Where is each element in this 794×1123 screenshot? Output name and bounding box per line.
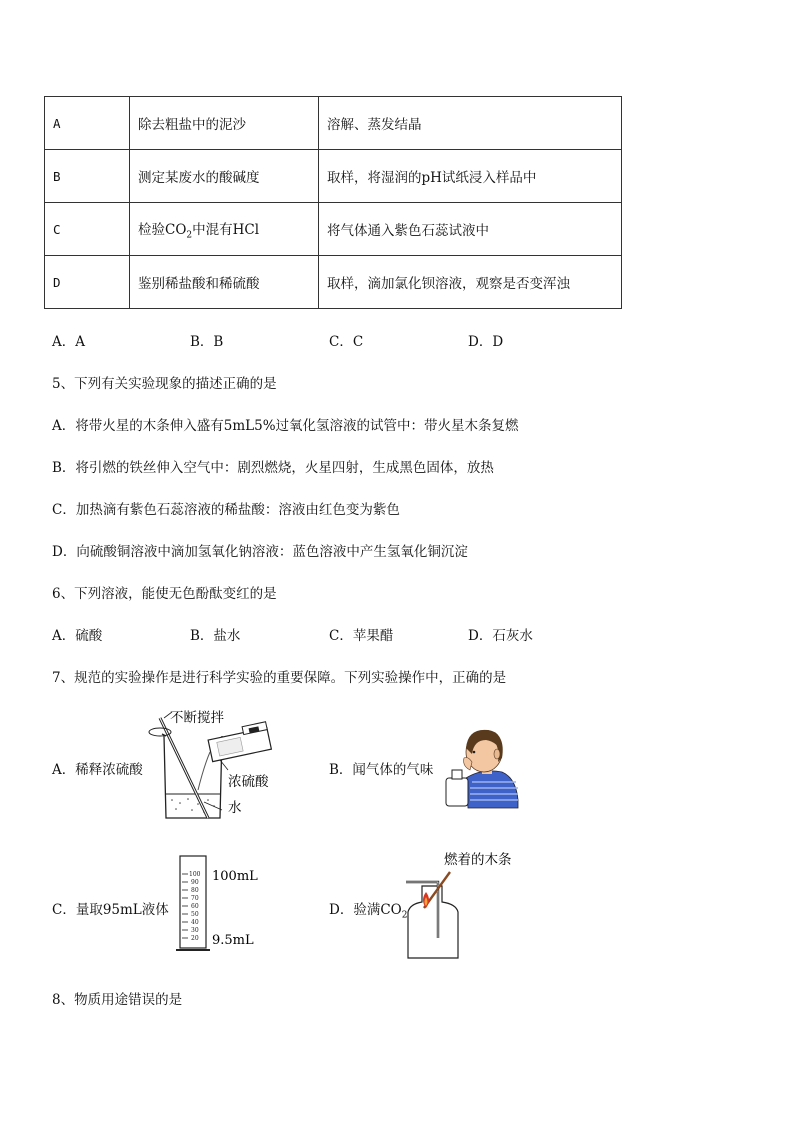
row-purpose: 测定某废水的酸碱度 bbox=[130, 150, 319, 203]
purpose-pre: 检验CO bbox=[138, 221, 187, 238]
dilute-acid-figure bbox=[148, 706, 308, 826]
row-purpose: 鉴别稀盐酸和稀硫酸 bbox=[130, 256, 319, 309]
q6-option-c[interactable]: C．苹果醋 bbox=[329, 628, 394, 644]
q6-option-d[interactable]: D．石灰水 bbox=[468, 628, 533, 644]
question-6-stem: 6、下列溶液，能使无色酚酞变红的是 bbox=[52, 586, 277, 602]
water-label: 水 bbox=[228, 800, 242, 816]
q5-option-a[interactable]: A．将带火星的木条伸入盛有5mL5%过氧化氢溶液的试管中：带火星木条复燃 bbox=[52, 418, 519, 434]
co2-verification-figure bbox=[401, 846, 524, 964]
row-label: C bbox=[45, 203, 130, 256]
q7-option-b-label[interactable]: B．闻气体的气味 bbox=[329, 762, 434, 778]
cylinder-top-label: 100mL bbox=[212, 869, 258, 884]
purpose-post: 中混有HCl bbox=[192, 221, 260, 238]
row-method: 取样，将湿润的pH试纸浸入样品中 bbox=[319, 150, 622, 203]
d-label-pre: D．验满CO bbox=[329, 902, 402, 918]
cylinder-tick: 50 bbox=[191, 911, 199, 918]
question-7-stem: 7、规范的实验操作是进行科学实验的重要保障。下列实验操作中，正确的是 bbox=[52, 670, 507, 686]
cylinder-tick: 20 bbox=[191, 935, 199, 942]
q5-option-d[interactable]: D．向硫酸铜溶液中滴加氢氧化钠溶液：蓝色溶液中产生氢氧化铜沉淀 bbox=[52, 544, 468, 560]
q4-option-a[interactable]: A．A bbox=[52, 334, 85, 350]
row-method: 取样，滴加氯化钡溶液，观察是否变浑浊 bbox=[319, 256, 622, 309]
q7-option-a-label[interactable]: A．稀释浓硫酸 bbox=[52, 762, 143, 778]
cylinder-tick: 70 bbox=[191, 895, 199, 902]
cylinder-tick: 40 bbox=[191, 919, 199, 926]
graduated-cylinder-figure bbox=[176, 852, 276, 956]
row-method: 将气体通入紫色石蕊试液中 bbox=[319, 203, 622, 256]
q6-option-a[interactable]: A．硫酸 bbox=[52, 628, 103, 644]
cylinder-bottom-label: 9.5mL bbox=[212, 933, 254, 948]
q7-option-c-label[interactable]: C．量取95mL液体 bbox=[52, 902, 169, 918]
row-label: D bbox=[45, 256, 130, 309]
purpose-subscript: 2 bbox=[186, 230, 193, 241]
question-8-stem: 8、物质用途错误的是 bbox=[52, 992, 183, 1008]
row-purpose: 除去粗盐中的泥沙 bbox=[130, 97, 319, 150]
table-row bbox=[45, 203, 622, 256]
acid-label: 浓硫酸 bbox=[228, 774, 269, 790]
row-label: B bbox=[45, 150, 130, 203]
q5-option-c[interactable]: C．加热滴有紫色石蕊溶液的稀盐酸：溶液由红色变为紫色 bbox=[52, 502, 400, 518]
cylinder-tick: 60 bbox=[191, 903, 199, 910]
stir-label: 不断搅拌 bbox=[170, 710, 224, 726]
q7-option-d-label[interactable] bbox=[329, 898, 407, 921]
cylinder-tick: 90 bbox=[191, 879, 199, 886]
table-row bbox=[45, 150, 622, 203]
question-5-stem: 5、下列有关实验现象的描述正确的是 bbox=[52, 376, 277, 392]
q4-option-c[interactable]: C．C bbox=[329, 334, 364, 350]
burning-stick-label: 燃着的木条 bbox=[444, 852, 512, 868]
q6-option-b[interactable]: B．盐水 bbox=[190, 628, 241, 644]
cylinder-tick: 80 bbox=[191, 887, 199, 894]
d-label-subscript: 2 bbox=[401, 910, 408, 921]
q4-option-d[interactable]: D．D bbox=[468, 334, 504, 350]
cylinder-tick: 30 bbox=[191, 927, 199, 934]
experiment-table bbox=[44, 96, 622, 309]
row-method: 溶解、蒸发结晶 bbox=[319, 97, 622, 150]
row-label: A bbox=[45, 97, 130, 150]
table-row bbox=[45, 256, 622, 309]
q5-option-b[interactable]: B．将引燃的铁丝伸入空气中：剧烈燃烧，火星四射，生成黑色固体，放热 bbox=[52, 460, 494, 476]
q4-option-b[interactable]: B．B bbox=[190, 334, 224, 350]
smelling-figure bbox=[442, 718, 522, 810]
cylinder-tick: 100 bbox=[189, 871, 201, 878]
table-row bbox=[45, 97, 622, 150]
row-purpose bbox=[130, 203, 319, 256]
